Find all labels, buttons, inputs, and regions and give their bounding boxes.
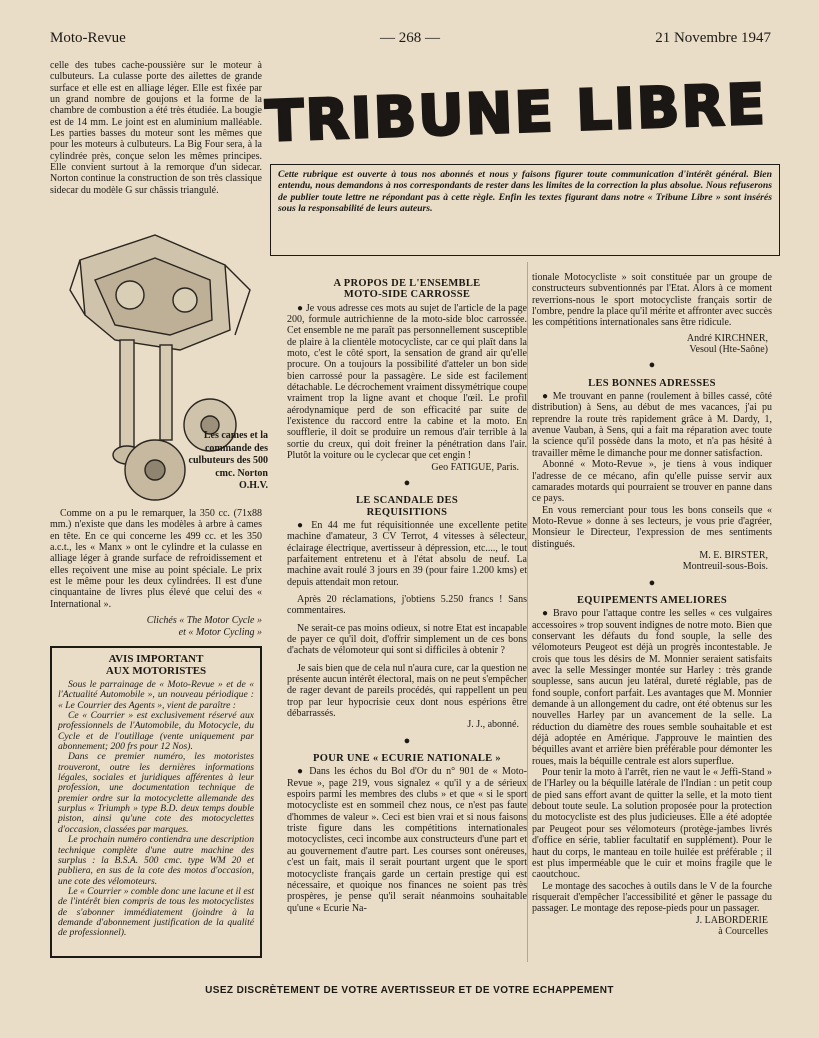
banner-title: TRIBUNE LIBRE xyxy=(264,72,768,155)
notice-paragraph: Dans ce premier numéro, les motoristes trouveront, outre les dernières informations légales, sociales et juridiques afférentes à leur profession, une documentation technique de premier ordre sur la motocyclette allemande des surplus « Triumph » type B.D. deux temps double piston, ainsi qu'une cote des motocyclettes d'occasion, classées par marques. xyxy=(58,751,254,835)
letter-signature-place: Vesoul (Hte-Saône) xyxy=(689,344,768,356)
left-column-article xyxy=(50,60,262,196)
credit-line-2: et « Motor Cycling » xyxy=(178,627,262,638)
magazine-name: Moto-Revue xyxy=(50,30,126,46)
heading-line: LE SCANDALE DES xyxy=(356,495,458,507)
letter-paragraph: tionale Motocycliste » soit constituée par un groupe de constructeurs subventionnés par l'Etat. Alors à ce moment reverrions-nous le sport motocycliste français sortir de l'ombre, pendre la place qu'il mérite et affronter avec succès les compétitions internationales sans être ridicule. xyxy=(532,272,772,329)
heading-line: REQUISITIONS xyxy=(366,506,448,518)
letter-signature: André KIRCHNER, xyxy=(686,332,768,344)
letter-paragraph: Après 20 réclamations, j'obtiens 5.250 francs ! Sans commentaires. xyxy=(287,593,527,617)
letter-signature: Geo FATIGUE, Paris. xyxy=(431,461,519,473)
letter-signature: J. LABORDERIE xyxy=(695,914,768,926)
letter-paragraph: En vous remerciant pour tous les bons conseils que « Moto-Revue » donne à ses lecteurs, je vous prie d'agréer, Monsieur le Directeur, l'expression de mes sentiments distingués. xyxy=(532,504,772,550)
letter-paragraph: Abonné « Moto-Revue », je tiens à vous indiquer l'adresse de ce mécano, afin qu'elle puisse servir aux camarades motards qui pourraient se trouver en panne dans ce pays. xyxy=(532,459,772,505)
separator-dot: ● xyxy=(648,359,656,372)
illustration-caption: Les cames et la commande des culbuteurs des 500 cmc. Norton O.H.V. xyxy=(188,430,268,492)
letter-signature-place: à Courcelles xyxy=(718,925,768,937)
norton-models-paragraph: Comme on a pu le remarquer, la 350 cc. (71x88 mm.) n'existe que dans les modèles à arbre à cames en tête. En ce qui concerne les 499 cc. et les 350 a.c.t., les « Manx » ont le cylindre et la culasse en alliage léger à grande surface de refroidissement et elles reçoivent une mise au point spéciale. Le prix est le même pour les deux cylindrées. Il est d'une cinquantaine de livres plus élevé que celui des « International ». xyxy=(50,508,262,610)
notice-title xyxy=(58,653,254,677)
issue-date: 21 Novembre 1947 xyxy=(655,30,771,46)
letter-signature-place: Montreuil-sous-Bois. xyxy=(682,561,768,573)
norton-article-paragraph: celle des tubes cache-poussière sur le moteur à culbuteurs. La culasse porte des ailettes de grande surface et elle est en alliage léger. Elle est fixée par un grand nombre de goujons et la forme de la chambre de combustion a été très étudiée. La bougie est de 14 mm. Le joint est en aluminium malléable. Les parties basses du moteur sont les mêmes que pour les moteurs à culbuteurs. La Big Four sera, à la cylindrée près, conçue selon les mêmes principes. Elle convient surtout à la remorque d'un sidecar. Norton continue la construction de son très classique sidecar du modèle G sur châssis triangulé. xyxy=(50,60,262,196)
section-heading: POUR UNE « ECURIE NATIONALE » xyxy=(313,753,501,765)
letter-paragraph: ● Bravo pour l'attaque contre les selles « ces vulgaires accessoires » trop souvent indignes de notre moto. Bien que conservant les défauts du fond souple, la selle des vélomoteurs Peugeot est déjà un progrès incontestable. Je crois que tous les désirs de M. Monnier seraient satisfaits avec la selle Messinger montée sur Harley : très grande souplesse, sans aucun jeu latéral, dureté réglable, pas de fond souple, confort parfait. Les avantages que M. Monnier demande à un allongement du cadre, ont été obtenus sur les nouvelles Harley par un avancement de la selle. La réduction du diamètre des roues semble souhaitable et est déjà adoptée en Amérique. J'approuve le maintien des béquilles avant et arrière bien préférable pour démonter les roues, mais la béquille centrale est alors superflue. xyxy=(532,608,772,767)
section-heading xyxy=(287,278,527,301)
notice-box xyxy=(50,646,262,958)
column-divider xyxy=(527,262,528,962)
page-header xyxy=(0,30,819,52)
letter-paragraph: Ne serait-ce pas moins odieux, si notre Etat est incapable de payer ce qu'il doit, d'offrir simplement un de ces bons d'achats de vélomoteur qui sont si difficiles à obtenir ? xyxy=(287,622,527,657)
section-heading: EQUIPEMENTS AMELIORES xyxy=(576,594,728,606)
letter-paragraph: Pour tenir la moto à l'arrêt, rien ne vaut le « Jeffi-Stand » de l'Harley ou la béquille latérale de l'Indian : un petit coup de pied sans effort avant de quitter la selle, et la moto tient debout toute seule. La solution proposée pour la protection du motocycliste est des plus judicieuses. Elle a été adoptée par Peugeot pour ses vélomoteurs (protège-jambes livrés d'office en série, tablier facultatif en supplément). Pour le haut du corps, le manteau en toile huilée est préférable ; il est plus imperméable que le cuir et moins fragile que le caoutchouc. xyxy=(532,767,772,881)
middle-column xyxy=(287,272,527,914)
letter-paragraph: Le montage des sacoches à outils dans le V de la fourche risquerait d'empêcher l'accessibilité et gêner le passage du passager. Le montage des repose-pieds pour un passager. xyxy=(532,880,772,915)
separator-dot: ● xyxy=(403,476,411,489)
letter-paragraph: ● Dans les échos du Bol d'Or du n° 901 de « Moto-Revue », page 219, vous signalez « qu'il y a de sérieux espoirs parmi les membres des clubs » et que « si le sport motocycliste est en sommeil chez nous, ce n'est pas faute d'hommes de valeur ». Ceci est bien vrai et si nous faisons triste figure dans les compétitions internationales motocyclistes, ceci incombe aux constructeurs d'une part et au gouvernement d'autre part. Les courses sont onéreuses, c'est un fait, mais il serait pourtant urgent que le sport motocycliste français garde un certain prestige qui est nécessaire, et quoique nos finances ne soient pas très prospères, je pense qu'il serait néanmoins souhaitable qu'une « Ecurie Na- xyxy=(287,766,527,914)
letter-signature: M. E. BIRSTER, xyxy=(699,549,768,561)
notice-paragraph: Le « Courrier » comble donc une lacune et il est de l'intérêt bien compris de tous les motocyclistes de s'abonner immédiatement (joindre à la demande d'abonnement justification de la qualité de professionnel). xyxy=(58,885,254,939)
letter-signature: J. J., abonné. xyxy=(467,719,519,731)
intro-box: Cette rubrique est ouverte à tous nos abonnés et nous y faisons figurer toute communication d'intérêt général. Bien entendu, nous demandons à nos correspondants de rester dans les limites de la correction la plus absolue. Nous refuserons de publier toute lettre ne répondant pas à cette règle. Enfin les textes figurant dans notre « Tribune Libre » sont insérés sous la responsabilité de leurs auteurs. xyxy=(270,164,780,256)
right-column xyxy=(532,272,772,937)
section-heading: LES BONNES ADRESSES xyxy=(588,377,716,389)
notice-title-line-2: AUX MOTORISTES xyxy=(105,665,207,677)
notice-paragraph: Le prochain numéro contiendra une description technique complète d'une autre machine des surplus : la B.S.A. 500 cmc. type WM 20 et publiera, en sus de la cote des motos d'occasion, une cote des vélomoteurs. xyxy=(58,834,254,887)
tribune-libre-banner xyxy=(264,72,768,155)
letter-paragraph: ● En 44 me fut réquisitionnée une excellente petite machine d'amateur, 3 CV Terrot, 4 vitesses à sélecteur, éclairage électrique, avertisseur à dépression, etc...., le tout parfaitement entretenu et à l'état absolu de neuf. La machine avait roulé 3 jours en 39 (pour faire 1.200 kms) et depuis attendait mon retour. xyxy=(287,519,527,588)
heading-line: A PROPOS DE L'ENSEMBLE xyxy=(333,278,481,289)
credit-line-1: Clichés « The Motor Cycle » xyxy=(146,615,262,626)
notice-paragraph: Ce « Courrier » est exclusivement réservé aux professionnels de l'Automobile, du Motocycle, du Cycle et de l'outillage (vente uniquement par abonnement; 200 frs pour 12 Nos). xyxy=(58,710,254,753)
image-credits xyxy=(50,615,262,639)
page-footer-slogan: USEZ DISCRÈTEMENT DE VOTRE AVERTISSEUR ET DE VOTRE ECHAPPEMENT xyxy=(205,985,614,996)
letter-paragraph: ● Je vous adresse ces mots au sujet de l'article de la page 200, formule autrichienne de la moto-side bloc carrossée. Cet ensemble ne me paraît pas personnellement susceptible de plaire à la clientèle motocycliste, car ce qui plaît dans la moto, c'est le côté sport, la sensation de grand air qu'elle procure. On a toujours la possibilité d'atteler un bon side bien carrossé pour la passagère. Le side est facilement détachable. Le décrochement vraiment dissymétrique coupe vraiment trop la ligne avant et choque l'œil. Le profil aérodynamique perd de son efficacité par suite de l'existence du raccord entre la cabine et la moto. En soufflerie, il doit se produire un remous d'air terrible à la sortie du creux, qui doit freiner la pénétration dans l'air. Plutôt la voiture ou le cyclecar que cet engin ! xyxy=(287,302,527,462)
separator-dot: ● xyxy=(648,576,656,589)
section-heading xyxy=(287,495,527,518)
notice-title-line-1: AVIS IMPORTANT xyxy=(108,653,204,665)
separator-dot: ● xyxy=(403,734,411,747)
letter-paragraph: Je sais bien que de cela nul n'aura cure, car la question ne présente aucun intérêt électoral, mais on ne peut s'empêcher de rager devant de pareils procédés, qui rappellent un peu trop par leur hypocrisie ceux dont nous espérions être débarrassés. xyxy=(287,662,527,720)
letter-paragraph: ● Me trouvant en panne (roulement à billes cassé, côté distribution) à Sens, au début de mes vacances, j'ai pu reprendre la route très rapidement grâce à M. Dardy, 1, avenue Vauban, à Sens, qui a fait ma réparation avec toute la science qu'il possède dans la moto, et n'a pas hésité à travailler même le dimanche pour me donner satisfaction. xyxy=(532,391,772,459)
notice-paragraph: Sous le parrainage de « Moto-Revue » et de « l'Actualité Automobile », un nouveau périodique : « Le Courrier des Agents », vient de paraître : xyxy=(58,679,254,711)
page-number: — 268 — xyxy=(380,30,440,46)
left-column-continued xyxy=(50,508,262,610)
heading-line: MOTO-SIDE CARROSSE xyxy=(343,289,471,301)
